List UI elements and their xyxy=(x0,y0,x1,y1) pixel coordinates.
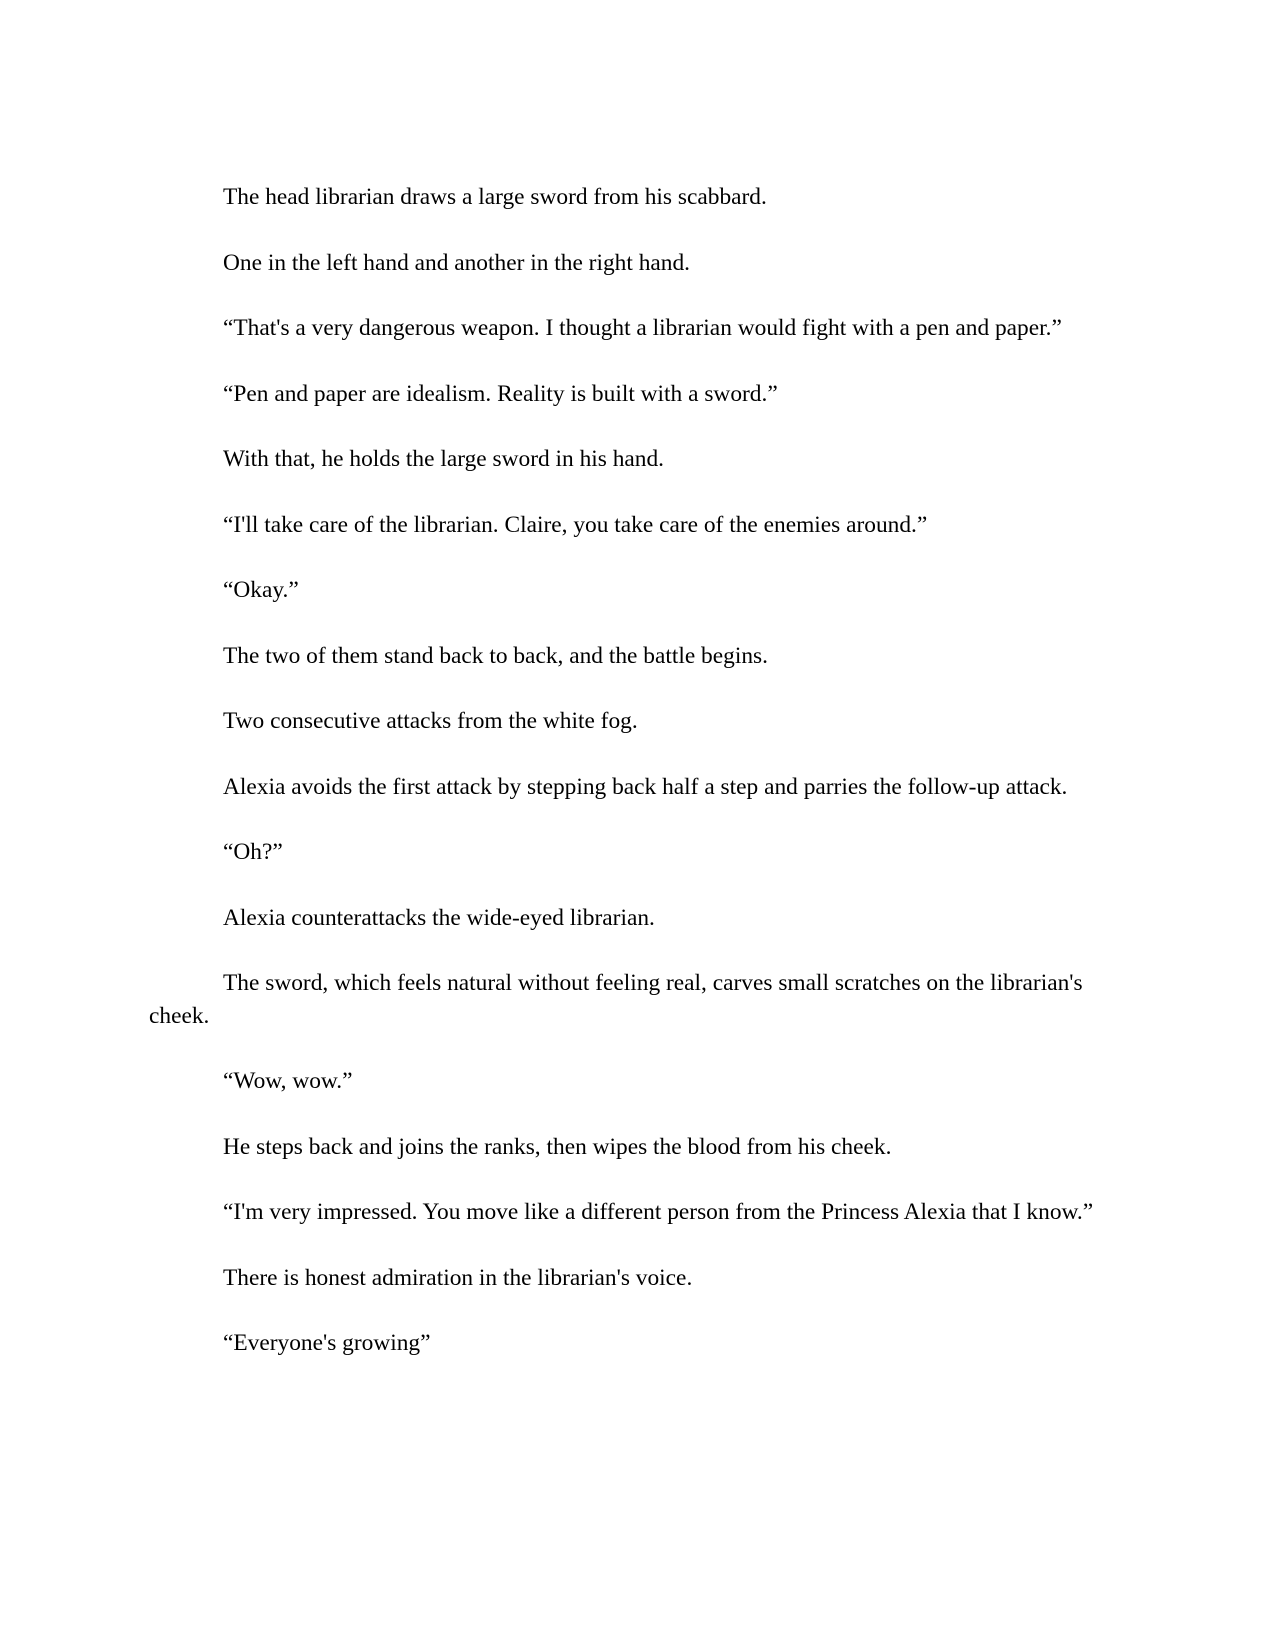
paragraph-10: Alexia avoids the first attack by stepping back half a step and parries the follow-up attack. xyxy=(223,773,1068,800)
paragraph-14: “Wow, wow.” xyxy=(223,1068,353,1094)
paragraph-8: The two of them stand back to back, and the battle begins. xyxy=(223,642,768,669)
paragraph-6: “I'll take care of the librarian. Claire, you take care of the enemies around.” xyxy=(223,511,928,538)
paragraph-13: The sword, which feels natural without feeling real, carves small scratches on the librarian's cheek. xyxy=(149,970,1083,1029)
paragraph-9: Two consecutive attacks from the white fog. xyxy=(223,708,638,734)
document-body xyxy=(149,181,1109,1393)
paragraph-5: With that, he holds the large sword in his hand. xyxy=(223,446,665,472)
paragraph-4: “Pen and paper are idealism. Reality is built with a sword.” xyxy=(223,380,778,407)
paragraph-11: “Oh?” xyxy=(223,839,283,865)
paragraph-2: One in the left hand and another in the right hand. xyxy=(223,249,691,276)
paragraph-12: Alexia counterattacks the wide-eyed librarian. xyxy=(223,904,655,931)
paragraph-3: “That's a very dangerous weapon. I thought a librarian would fight with a pen and paper.” xyxy=(223,315,1062,341)
paragraph-18: “Everyone's growing” xyxy=(223,1330,431,1356)
paragraph-15: He steps back and joins the ranks, then wipes the blood from his cheek. xyxy=(223,1133,892,1160)
paragraph-16: “I'm very impressed. You move like a different person from the Princess Alexia that I know.” xyxy=(223,1199,1094,1225)
paragraph-17: There is honest admiration in the librarian's voice. xyxy=(223,1264,693,1291)
paragraph-7: “Okay.” xyxy=(223,577,299,603)
paragraph-1: The head librarian draws a large sword from his scabbard. xyxy=(223,184,767,210)
